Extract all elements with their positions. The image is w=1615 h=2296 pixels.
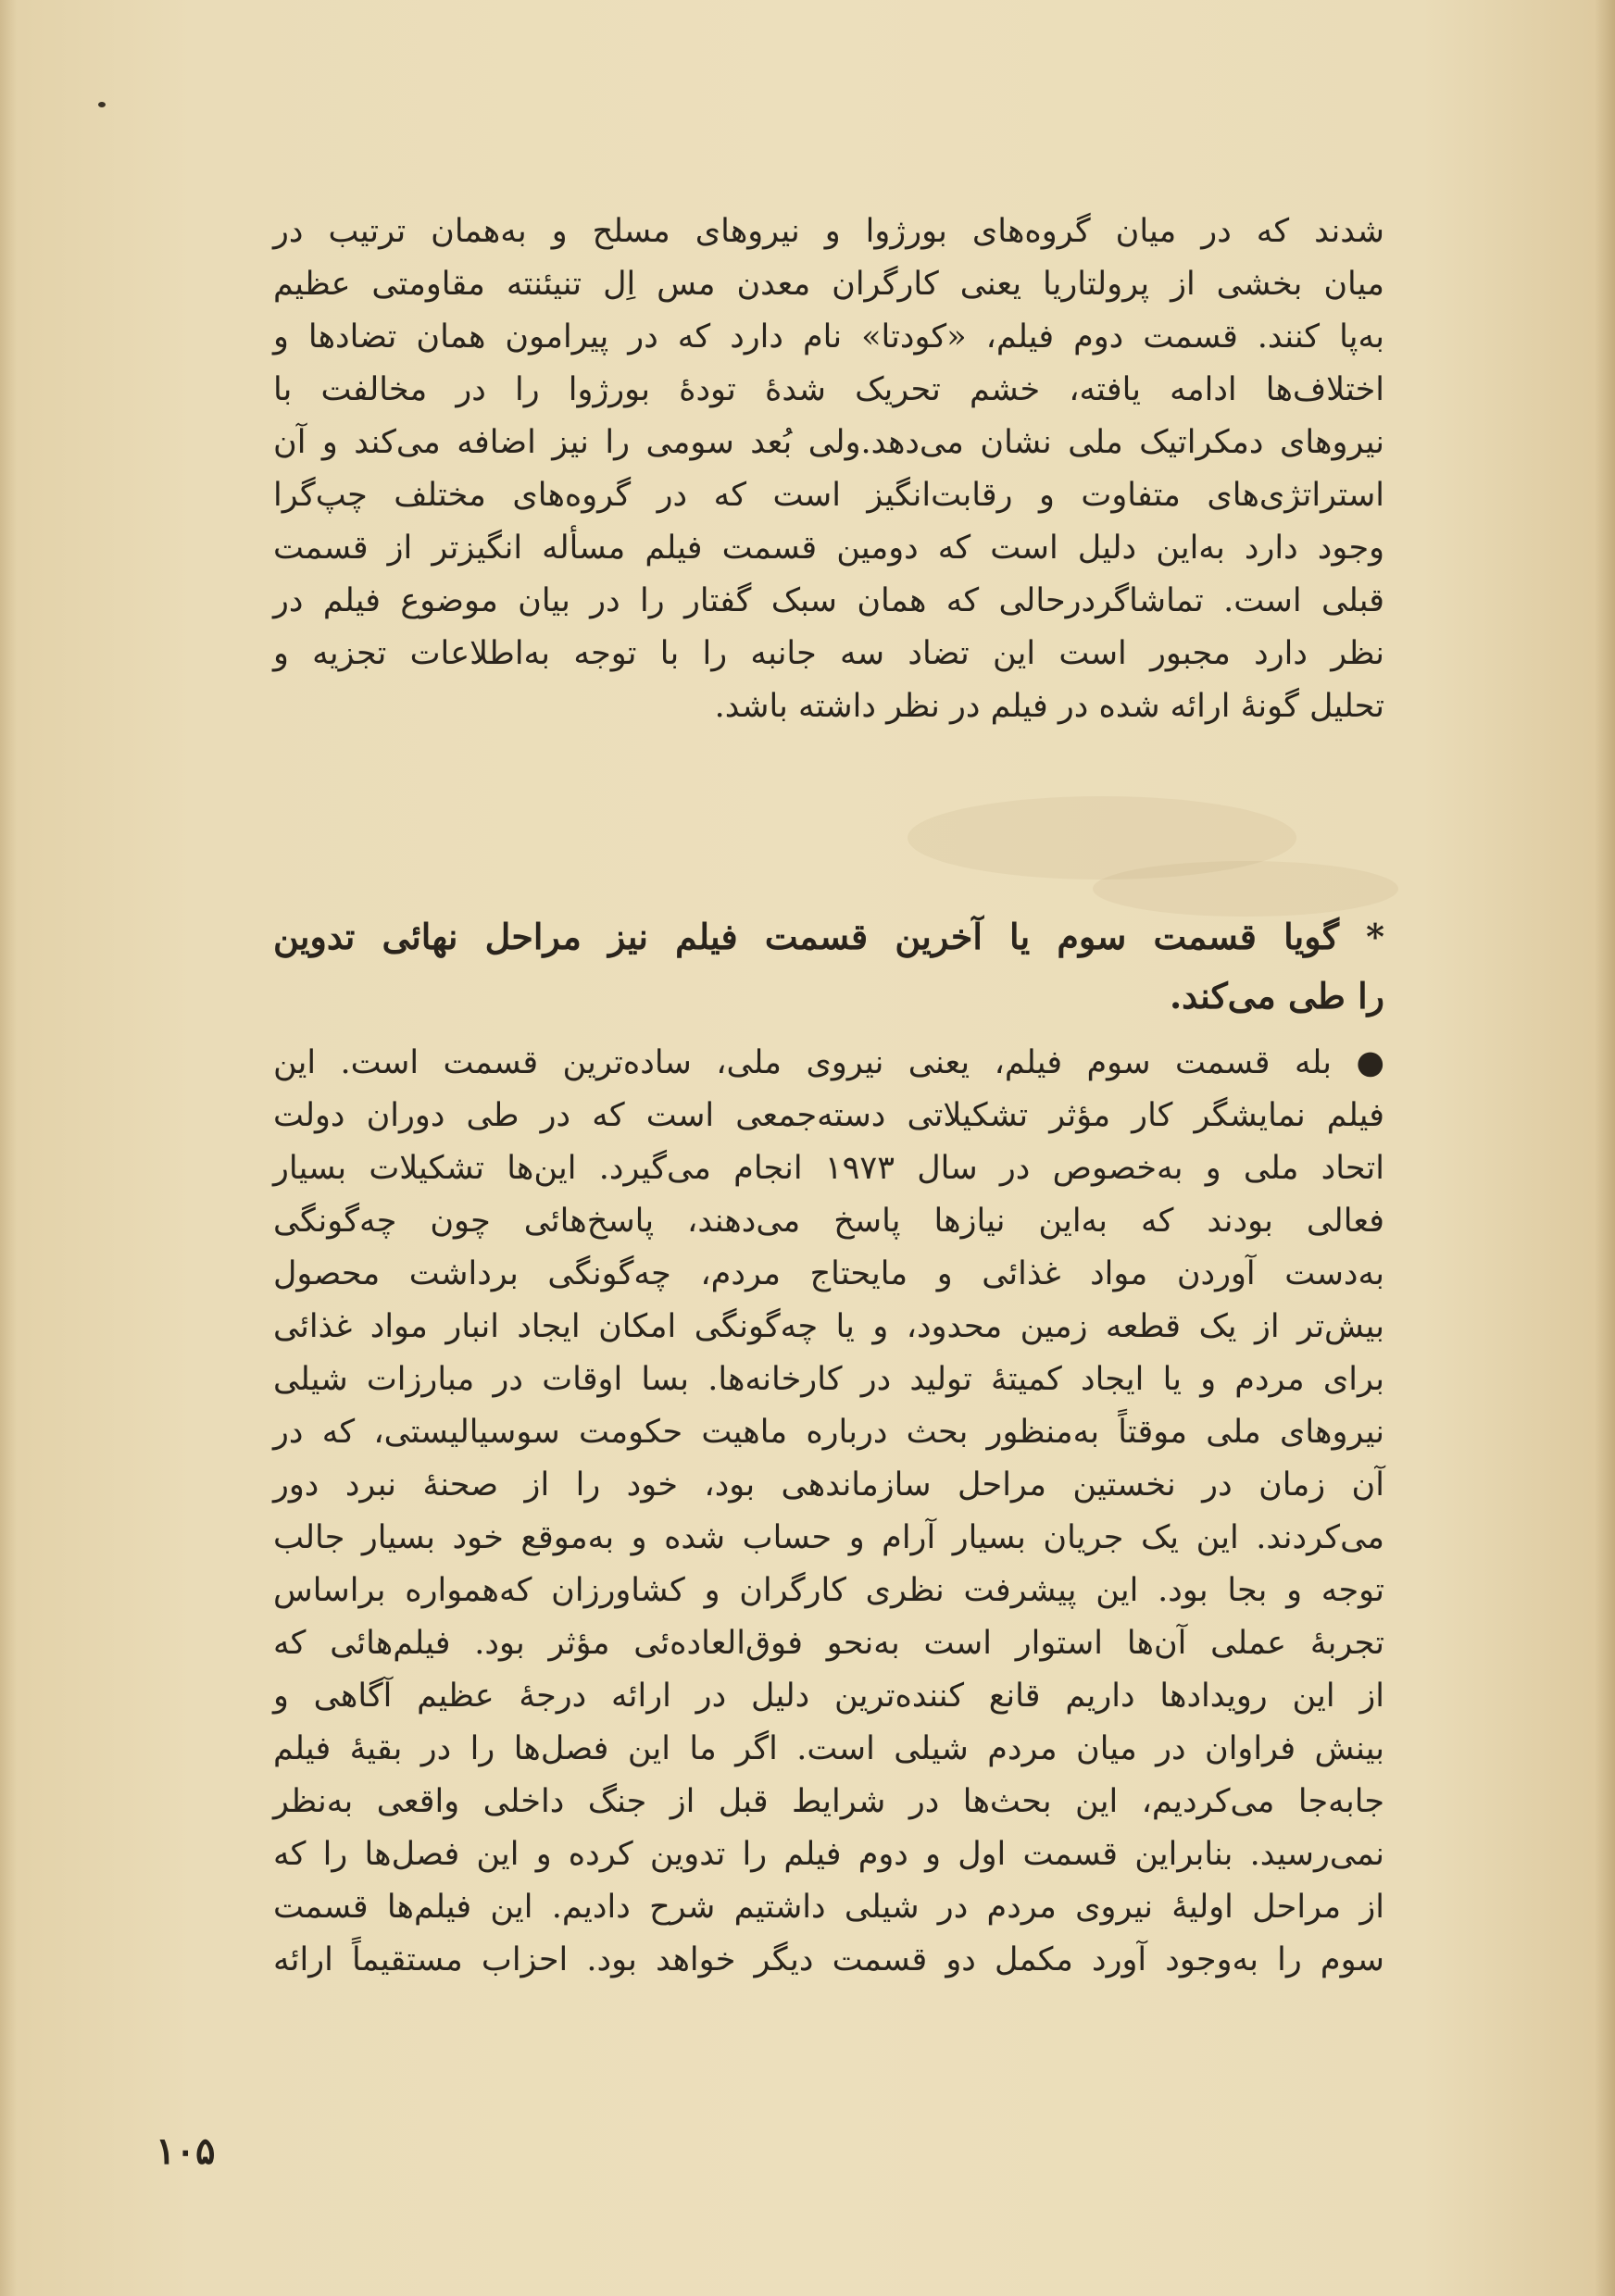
text-line: نمی‌رسید. بنابراین قسمت اول و دوم فیلم را تدوین کرده و این فصل‌ها را که <box>273 1836 1385 1873</box>
page-number: ۱۰۵ <box>156 2129 216 2173</box>
paragraph-1 <box>273 206 1384 733</box>
text-line: سوم را به‌وجود آورد مکمل دو قسمت دیگر خواهد بود. احزاب مستقیماً ارائه <box>273 1941 1384 1978</box>
text-line: نیروهای دمکراتیک ملی نشان می‌دهد.ولی بُعد سومی را نیز اضافه می‌کند و آن <box>273 424 1384 461</box>
text-line: تحلیل گونهٔ ارائه شده در فیلم در نظر داشته باشد. <box>714 688 1384 725</box>
text-line: شدند که در میان گروه‌های بورژوا و نیروهای مسلح و به‌همان ترتیب در <box>273 213 1384 250</box>
text-line: اختلاف‌ها ادامه یافته، خشم تحریک شدهٔ تودهٔ بورژوا را در مخالفت با <box>273 371 1384 408</box>
text-line: آن زمان در نخستین مراحل سازماندهی بود، خود را از صحنهٔ نبرد دور <box>273 1466 1384 1504</box>
text-line: نظر دارد مجبور است این تضاد سه جانبه را با توجه به‌اطلاعات تجزیه و <box>273 635 1384 672</box>
text-line: قبلی است. تماشاگردرحالی که همان سبک گفتار را در بیان موضوع فیلم در <box>273 582 1384 619</box>
text-line: فعالی بودند که به‌این نیازها پاسخ می‌دهند، پاسخ‌هائی چون چه‌گونگی <box>273 1203 1384 1240</box>
ink-dot <box>98 102 106 107</box>
text-line: ● بله قسمت سوم فیلم، یعنی نیروی ملی، ساده‌ترین قسمت است. این <box>273 1044 1384 1081</box>
text-line: برای مردم و یا ایجاد کمیتهٔ تولید در کارخانه‌ها. بسا اوقات در مبارزات شیلی <box>273 1361 1384 1398</box>
text-line: فیلم نمایشگر کار مؤثر تشکیلاتی دسته‌جمعی است که در طی دوران دولت <box>273 1097 1384 1134</box>
interview-question <box>273 907 1384 1026</box>
question-line: را طی می‌کند. <box>1169 975 1384 1017</box>
text-line: به‌پا کنند. قسمت دوم فیلم، «کودتا» نام دارد که در پیرامون همان تضادها و <box>273 318 1384 356</box>
text-line: از این رویدادها داریم قانع کننده‌ترین دلیل در ارائه درجهٔ عظیم آگاهی و <box>273 1678 1384 1715</box>
page-edge-right <box>1595 0 1615 2296</box>
text-line: بینش فراوان در میان مردم شیلی است. اگر ما این فصل‌ها را در بقیهٔ فیلم <box>273 1730 1384 1767</box>
text-line: میان بخشی از پرولتاریا یعنی کارگران معدن مس اِل تنیئنته مقاومتی عظیم <box>273 266 1384 303</box>
text-line: استراتژی‌های متفاوت و رقابت‌انگیز است که در گروه‌های مختلف چپ‌گرا <box>273 477 1384 514</box>
text-line: بیش‌تر از یک قطعه زمین محدود، و یا چه‌گونگی امکان ایجاد انبار مواد غذائی <box>273 1308 1384 1345</box>
text-line: تجربهٔ عملی آن‌ها استوار است به‌نحو فوق‌العاده‌ئی مؤثر بود. فیلم‌هائی که <box>273 1625 1384 1662</box>
text-line: از مراحل اولیهٔ نیروی مردم در شیلی داشتیم شرح دادیم. این فیلم‌ها قسمت <box>273 1889 1384 1926</box>
paragraph-2 <box>273 1037 1384 1987</box>
page-edge-left <box>0 0 17 2296</box>
text-line: اتحاد ملی و به‌خصوص در سال ۱۹۷۳ انجام می‌گیرد. این‌ها تشکیلات بسیار <box>273 1150 1384 1187</box>
text-line: می‌کردند. این یک جریان بسیار آرام و حساب شده و به‌موقع خود بسیار جالب <box>273 1519 1384 1556</box>
text-line: جابه‌جا می‌کردیم، این بحث‌ها در شرایط قبل از جنگ داخلی واقعی به‌نظر <box>273 1783 1384 1820</box>
text-line: نیروهای ملی موقتاً به‌منظور بحث درباره ماهیت حکومت سوسیالیستی، که در <box>273 1414 1384 1451</box>
text-line: وجود دارد به‌این دلیل است که دومین قسمت فیلم مسأله انگیزتر از قسمت <box>273 530 1384 567</box>
question-line: * گویا قسمت سوم یا آخرین قسمت فیلم نیز مراحل نهائی تدوین <box>273 916 1384 957</box>
text-line: به‌دست آوردن مواد غذائی و مایحتاج مردم، چه‌گونگی برداشت محصول <box>273 1255 1384 1292</box>
text-line: توجه و بجا بود. این پیشرفت نظری کارگران و کشاورزان که‌همواره براساس <box>273 1572 1384 1609</box>
